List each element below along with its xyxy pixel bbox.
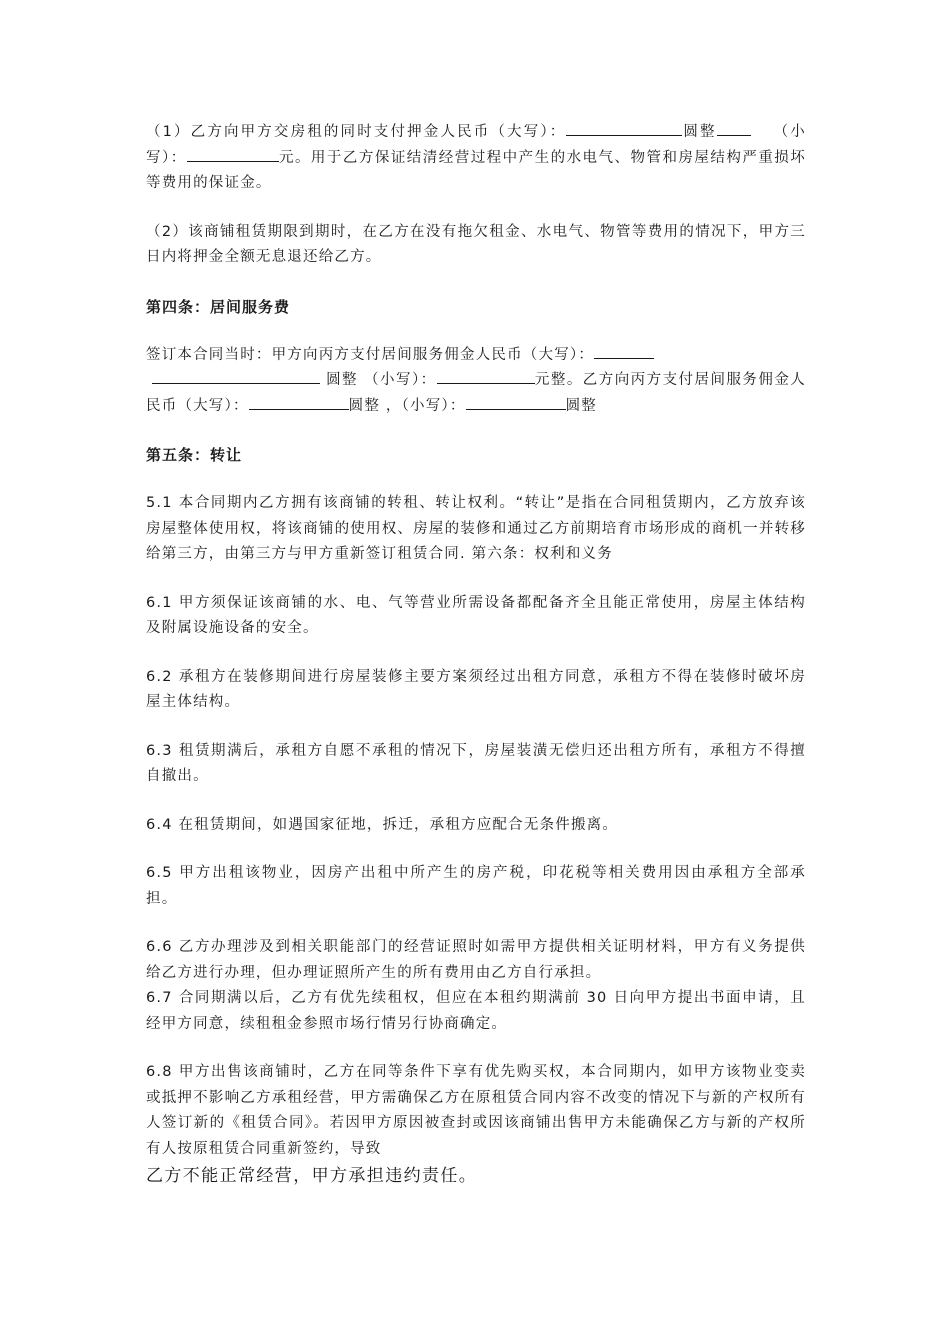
clause-4-heading: 第四条：居间服务费 <box>146 297 291 316</box>
clause-6-8: 6.8 甲方出售该商铺时，乙方在同等条件下享有优先购买权，本合同期内，如甲方该物业变卖或抵押不影响乙方承租经营，甲方需确保乙方在原租赁合同内容不改变的情况下与新的产权所有人签订新的《租赁合同》。若因甲方原因被查封或因该商铺出售甲方未能确保乙方与新的产权所有人按原租赁合同重新签约，导致 <box>146 1064 806 1157</box>
deposit-lowercase-label-b: 写）： <box>146 149 187 166</box>
service-fee-text-d: 圆整 ，（小写）： <box>348 397 466 414</box>
deposit-amount-text: （1）乙方向甲方交房租的同时支付押金人民币（大写）： <box>146 124 567 140</box>
clause-6-4: 6.4 在租赁期间，如遇国家征地，拆迁，承租方应配合无条件搬离。 <box>146 816 619 833</box>
deposit-clause-item-1 <box>146 120 806 197</box>
service-fee-text-a: 签订本合同当时：甲方向丙方支付居间服务佣金人民币（大写）： <box>146 346 595 363</box>
contract-page <box>146 120 806 1190</box>
service-fee-clause <box>146 343 806 420</box>
clause-6-5: 6.5 甲方出租该物业，因房产出租中所产生的房产税，印花税等相关费用因由承租方全部承担。 <box>146 865 806 907</box>
service-fee-blank-5[interactable] <box>466 394 566 410</box>
deposit-lowercase-blank[interactable] <box>187 146 279 162</box>
service-fee-blank-4[interactable] <box>249 394 349 410</box>
clause-6-3: 6.3 租赁期满后，承租方自愿不承租的情况下，房屋装潢无偿归还出租方所有，承租方不得擅自撤出。 <box>146 742 806 784</box>
clause-5-1: 5.1 本合同期内乙方拥有该商铺的转租、转让权利。“转让”是指在合同租赁期内，乙方放弃该房屋整体使用权，将该商铺的使用权、房屋的装修和通过乙方前期培育市场形成的商机一并转移给第三方，由第三方与甲方重新签订租赁合同. 第六条：权利和义务 <box>146 495 806 562</box>
service-fee-text-e: 圆整 <box>565 397 597 414</box>
service-fee-text-b: 圆整 （小写）： <box>326 372 437 388</box>
clause-6-2: 6.2 承租方在装修期间进行房屋装修主要方案须经过出租方同意，承租方不得在装修时破坏房屋主体结构。 <box>146 668 806 710</box>
deposit-purpose-text: 元。用于乙方保证结清经营过程中产生的水电气、物管和房屋结构严重损坏等费用的保证金。 <box>146 149 806 191</box>
clause-6-1: 6.1 甲方须保证该商铺的水、电、气等营业所需设备都配备齐全且能正常使用，房屋主体结构及附属设施设备的安全。 <box>146 594 806 636</box>
deposit-yuan-text: 圆整 <box>682 124 717 140</box>
deposit-uppercase-blank[interactable] <box>566 120 682 136</box>
service-fee-blank-2[interactable] <box>152 368 320 384</box>
service-fee-blank-3[interactable] <box>437 368 535 384</box>
deposit-extra-blank[interactable] <box>717 120 751 136</box>
clause-6-6: 6.6 乙方办理涉及到相关职能部门的经营证照时如需甲方提供相关证明材料，甲方有义务提供给乙方进行办理，但办理证照所产生的所有费用由乙方自行承担。 <box>146 939 806 981</box>
clause-5-heading: 第五条：转让 <box>146 446 243 464</box>
deposit-clause-item-2: （2）该商铺租赁期限到期时，在乙方在没有拖欠租金、水电气、物管等费用的情况下，甲方三日内将押金全额无息退还给乙方。 <box>146 223 806 265</box>
service-fee-text-c: 元整。乙方向丙方支付居间服务佣金人民币（大写）： <box>146 372 806 414</box>
deposit-lowercase-label-a: （小 <box>772 124 806 140</box>
clause-6-8-ending: 乙方不能正常经营，甲方承担违约责任。 <box>146 1166 478 1186</box>
service-fee-blank-1[interactable] <box>594 343 654 359</box>
clause-6-7: 6.7 合同期满以后，乙方有优先续租权，但应在本租约期满前 30 日向甲方提出书面申请，且经甲方同意，续租租金参照市场行情另行协商确定。 <box>146 990 806 1032</box>
